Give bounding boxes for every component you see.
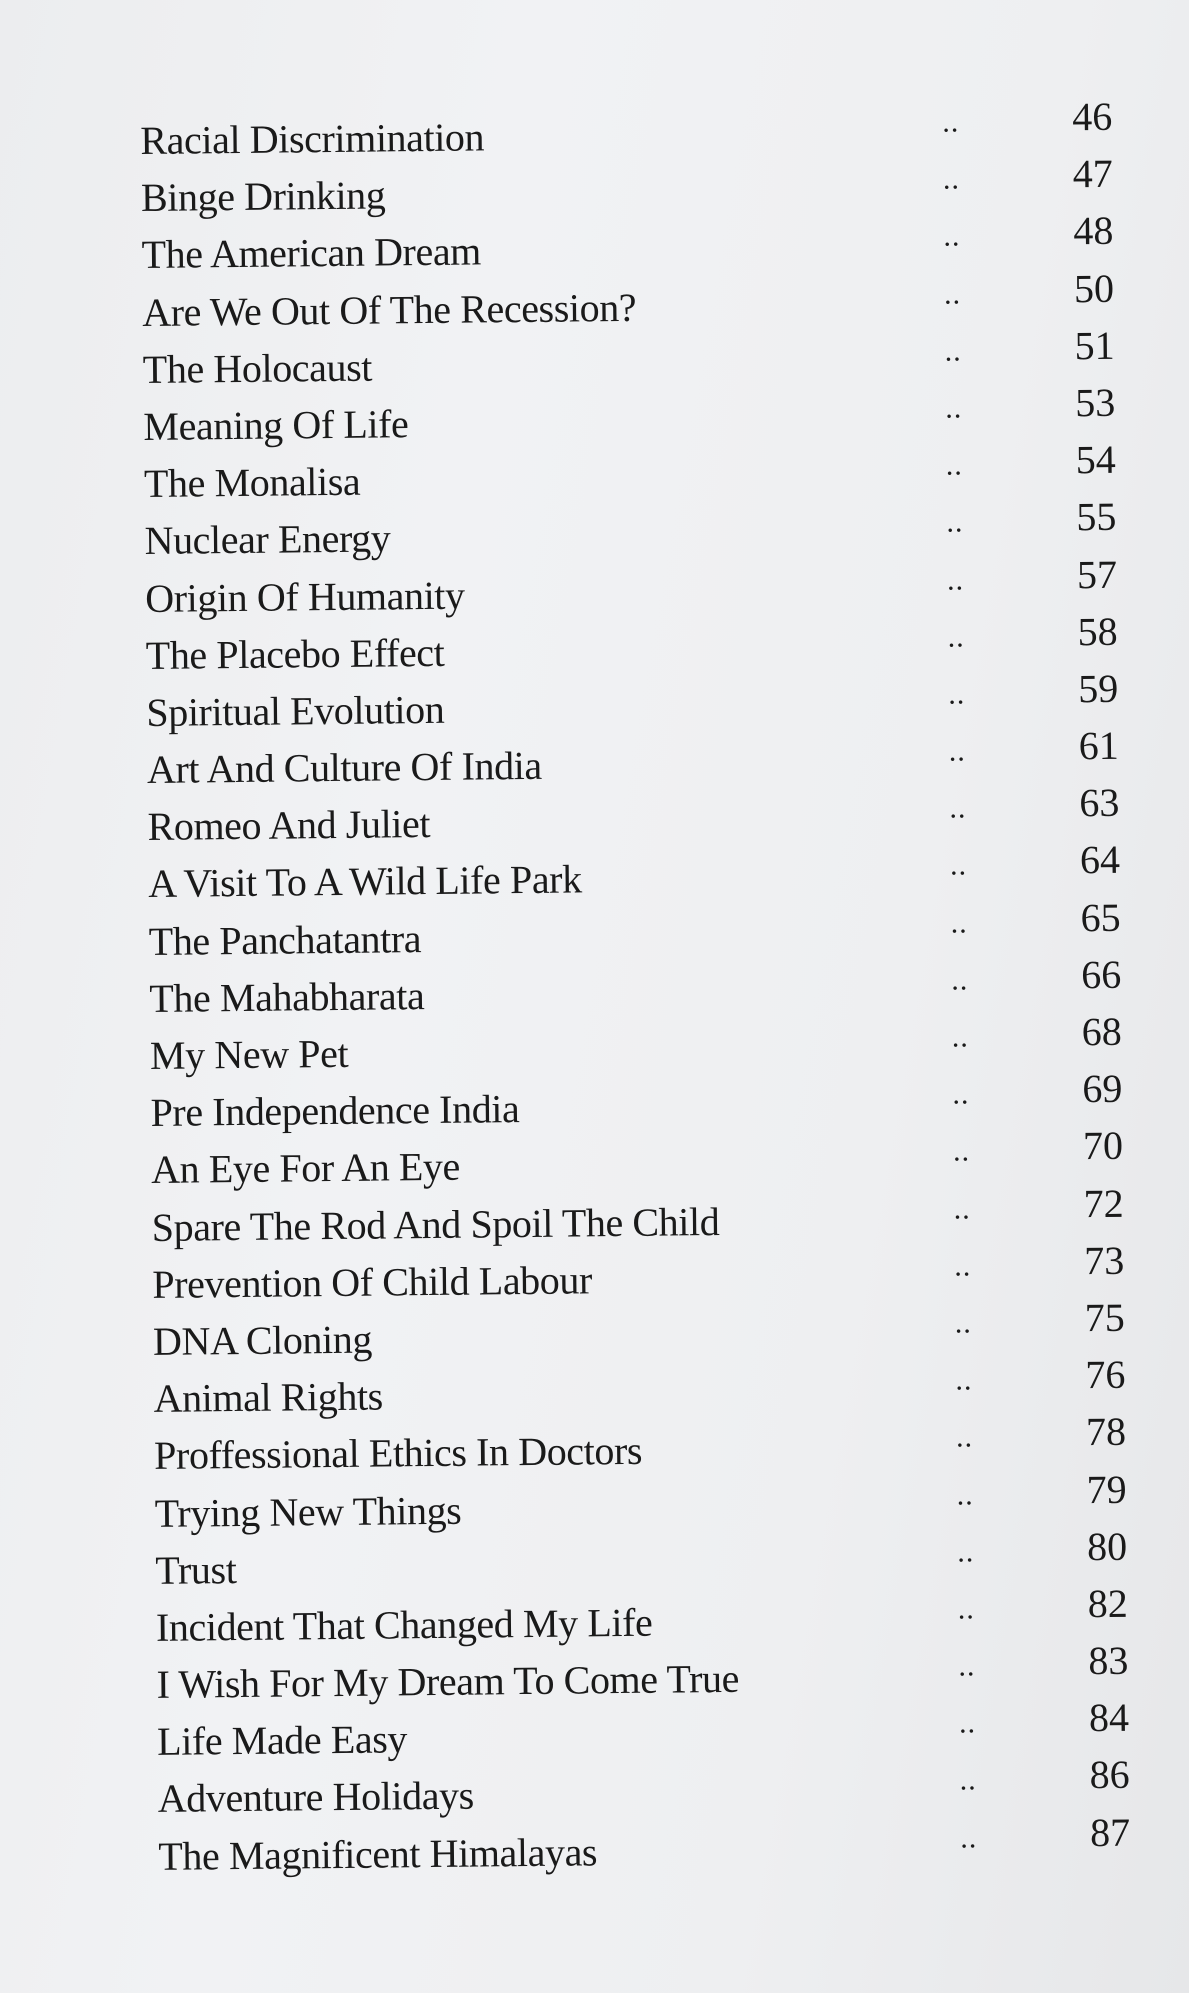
toc-entry: [140, 93, 1121, 163]
toc-entry-page-number: 70: [1082, 1123, 1124, 1169]
toc-entry: [143, 436, 1125, 507]
toc-entry-leader: ..: [949, 848, 968, 882]
toc-entry-title: My New Pet: [149, 1030, 349, 1078]
toc-entry-title: Adventure Holidays: [157, 1773, 475, 1822]
toc-entry-leader: ..: [955, 1420, 974, 1454]
toc-entry-page-number: 48: [1073, 208, 1114, 254]
toc-entry-page-number: 87: [1089, 1809, 1131, 1855]
toc-entry-page-number: 50: [1073, 265, 1115, 311]
toc-entry: [151, 1179, 1132, 1250]
toc-entry-page-number: 65: [1080, 894, 1121, 940]
toc-entry-leader: ..: [948, 677, 966, 711]
toc-entry-title: The Monalisa: [143, 458, 361, 507]
toc-entry: [156, 1637, 1137, 1707]
toc-entry-page-number: 63: [1079, 780, 1120, 826]
toc-entry-title: Pre Independence India: [150, 1086, 520, 1136]
toc-entry-page-number: 82: [1087, 1580, 1128, 1627]
toc-entry: [145, 607, 1126, 678]
toc-entry-page-number: 79: [1086, 1466, 1127, 1512]
toc-entry-page-number: 78: [1085, 1409, 1127, 1455]
toc-entry-page-number: 84: [1088, 1694, 1130, 1741]
toc-entry-leader: ..: [953, 1191, 971, 1226]
toc-entry-leader: ..: [957, 1535, 975, 1569]
toc-entry-leader: ..: [954, 1249, 972, 1283]
toc-entry: [144, 493, 1125, 564]
toc-entry-leader: ..: [945, 448, 964, 482]
toc-entry-title: I Wish For My Dream To Come True: [156, 1655, 740, 1707]
toc-entry-leader: ..: [951, 1020, 969, 1054]
toc-entry-leader: ..: [943, 219, 961, 253]
toc-entry: [156, 1694, 1138, 1765]
toc-entry: [150, 1065, 1131, 1136]
toc-entry: [141, 264, 1123, 335]
toc-entry: [149, 951, 1130, 1021]
toc-entry-leader: ..: [942, 162, 961, 196]
toc-entry-page-number: 61: [1078, 722, 1120, 769]
toc-entry-leader: ..: [944, 334, 962, 368]
toc-entry-title: The Placebo Effect: [145, 629, 445, 678]
toc-entry-title: The Mahabharata: [149, 972, 425, 1021]
toc-entry-leader: ..: [955, 1363, 973, 1397]
toc-entry-title: DNA Cloning: [152, 1316, 373, 1364]
toc-entry: [152, 1294, 1134, 1364]
toc-entry-page-number: 46: [1071, 93, 1113, 140]
toc-entry: [155, 1522, 1136, 1593]
toc-entry-title: A Visit To A Wild Life Park: [147, 856, 582, 907]
toc-entry: [141, 207, 1122, 278]
table-of-contents: [140, 93, 1139, 1879]
toc-entry: [146, 665, 1127, 735]
toc-entry: [142, 321, 1123, 392]
toc-entry-page-number: 53: [1074, 379, 1116, 426]
toc-entry: [157, 1751, 1138, 1822]
toc-entry-page-number: 83: [1088, 1637, 1129, 1684]
toc-entry-title: Prevention Of Child Labour: [152, 1257, 593, 1307]
toc-entry-page-number: 59: [1077, 665, 1119, 712]
toc-entry-page-number: 75: [1084, 1294, 1126, 1341]
toc-entry-page-number: 51: [1074, 322, 1115, 368]
toc-entry-leader: ..: [950, 906, 968, 940]
toc-entry-title: Spiritual Evolution: [146, 686, 445, 735]
toc-entry-title: Trust: [155, 1546, 237, 1593]
toc-entry-page-number: 73: [1083, 1237, 1125, 1283]
toc-entry: [147, 836, 1129, 907]
toc-entry-leader: ..: [952, 1134, 971, 1168]
toc-entry-page-number: 72: [1083, 1180, 1124, 1226]
toc-entry-leader: ..: [960, 1820, 978, 1855]
toc-entry: [146, 722, 1128, 793]
toc-entry-title: The American Dream: [141, 228, 482, 278]
toc-entry-title: Trying New Things: [154, 1487, 462, 1536]
toc-entry-page-number: 76: [1085, 1351, 1126, 1398]
toc-entry-leader: ..: [957, 1592, 975, 1626]
toc-entry: [155, 1580, 1137, 1650]
toc-entry-title: Romeo And Juliet: [147, 801, 431, 850]
toc-entry-leader: ..: [949, 791, 967, 825]
toc-entry-title: Incident That Changed My Life: [155, 1599, 653, 1650]
toc-entry-title: Nuclear Energy: [144, 515, 391, 564]
toc-entry-title: The Holocaust: [142, 344, 373, 392]
toc-entry: [154, 1465, 1135, 1536]
toc-entry: [152, 1236, 1133, 1307]
toc-entry: [158, 1808, 1139, 1879]
toc-entry: [143, 379, 1124, 449]
toc-entry-title: Life Made Easy: [156, 1716, 408, 1765]
toc-entry-page-number: 86: [1089, 1752, 1130, 1798]
toc-entry-leader: ..: [951, 963, 969, 997]
toc-entry-title: Origin Of Humanity: [144, 572, 465, 621]
toc-entry: [140, 150, 1122, 221]
toc-entry-title: Spare The Rod And Spoil The Child: [151, 1198, 720, 1250]
toc-entry-leader: ..: [947, 620, 965, 654]
toc-entry-leader: ..: [946, 562, 965, 597]
toc-entry-page-number: 57: [1076, 551, 1118, 597]
toc-entry-title: The Panchatantra: [148, 915, 422, 964]
toc-entry-page-number: 58: [1077, 608, 1118, 654]
toc-entry-page-number: 55: [1076, 494, 1117, 540]
toc-entry-title: Proffessional Ethics In Doctors: [153, 1428, 643, 1479]
toc-entry: [150, 1122, 1132, 1193]
toc-entry-leader: ..: [959, 1763, 977, 1797]
toc-entry-page-number: 54: [1075, 436, 1117, 483]
toc-entry-page-number: 66: [1080, 951, 1122, 998]
toc-entry: [144, 550, 1126, 621]
toc-entry-title: Animal Rights: [153, 1373, 384, 1422]
toc-entry-leader: ..: [943, 276, 962, 311]
toc-entry-page-number: 47: [1072, 151, 1114, 197]
toc-entry: [148, 893, 1129, 964]
toc-entry-leader: ..: [945, 391, 963, 425]
toc-entry-leader: ..: [948, 734, 967, 768]
toc-entry-title: An Eye For An Eye: [150, 1144, 461, 1193]
toc-entry-leader: ..: [946, 505, 964, 539]
toc-entry-page-number: 68: [1081, 1008, 1123, 1055]
toc-entry-title: Are We Out Of The Recession?: [141, 284, 637, 335]
toc-entry-title: Racial Discrimination: [140, 114, 485, 163]
toc-entry: [153, 1408, 1135, 1479]
toc-entry-leader: ..: [954, 1306, 972, 1340]
toc-entry-leader: ..: [958, 1649, 976, 1683]
toc-entry-page-number: 69: [1082, 1065, 1123, 1112]
toc-entry: [147, 779, 1128, 850]
toc-entry: [149, 1008, 1131, 1078]
toc-entry-leader: ..: [952, 1077, 970, 1111]
toc-entry-page-number: 64: [1079, 837, 1121, 883]
toc-entry-title: Art And Culture Of India: [146, 742, 542, 793]
toc-entry-title: Meaning Of Life: [143, 401, 409, 449]
toc-entry: [153, 1351, 1134, 1422]
toc-entry-title: The Magnificent Himalayas: [158, 1828, 598, 1879]
toc-entry-title: Binge Drinking: [140, 172, 386, 221]
toc-entry-leader: ..: [956, 1477, 974, 1512]
toc-entry-leader: ..: [958, 1706, 977, 1740]
toc-entry-page-number: 80: [1086, 1523, 1128, 1569]
toc-entry-leader: ..: [942, 105, 960, 139]
